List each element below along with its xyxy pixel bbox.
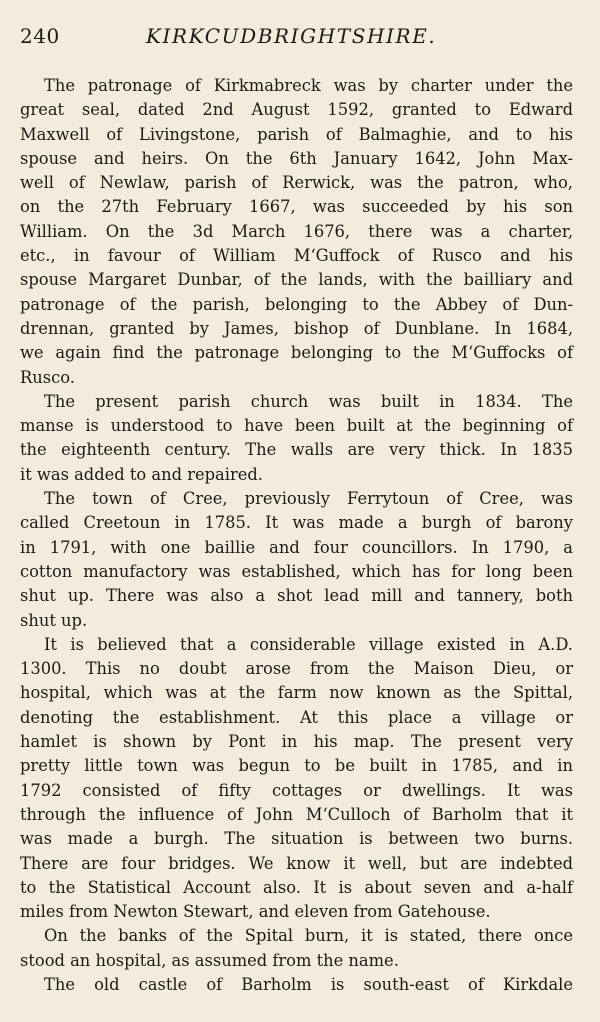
text-line: denoting the establishment. At this place a village or [20, 707, 573, 727]
text-line: on the 27th February 1667, was succeeded by his son [20, 197, 573, 217]
text-line: hamlet is shown by Pont in his map. The present very [20, 732, 573, 752]
body-text [20, 74, 573, 997]
text-line: There are four bridges. We know it well, but are indebted [20, 853, 573, 873]
text-line: the eighteenth century. The walls are very thick. In 1835 [20, 440, 573, 460]
text-line: great seal, dated 2nd August 1592, granted to Edward [20, 100, 573, 120]
text-line: It is believed that a considerable village existed in A.D. [44, 634, 573, 654]
text-line: Maxwell of Livingstone, parish of Balmaghie, and to his [20, 124, 573, 144]
text-line: hospital, which was at the farm now known as the Spittal, [20, 683, 573, 703]
text-line: it was added to and repaired. [20, 464, 263, 484]
text-line: cotton manufactory was established, which has for long been [20, 561, 573, 581]
text-line: spouse Margaret Dunbar, of the lands, with the bailliary and [20, 270, 573, 290]
text-line: patronage of the parish, belonging to the Abbey of Dun- [20, 294, 573, 314]
text-line: shut up. There was also a shot lead mill and tannery, both [20, 586, 573, 606]
text-line: The town of Cree, previously Ferrytoun of Cree, was [44, 489, 573, 509]
page-header-title: KIRKCUDBRIGHTSHIRE. [146, 24, 437, 48]
text-line: On the banks of the Spital burn, it is stated, there once [44, 926, 573, 946]
text-line: The old castle of Barholm is south-east of Kirkdale [44, 974, 573, 994]
text-line: called Creetoun in 1785. It was made a burgh of barony [20, 513, 573, 533]
text-line: was made a burgh. The situation is between two burns. [20, 829, 573, 849]
text-line: 1300. This no doubt arose from the Maison Dieu, or [20, 659, 573, 679]
text-line: through the influence of John M‘Culloch of Barholm that it [20, 804, 573, 824]
text-line: miles from Newton Stewart, and eleven from Gatehouse. [20, 902, 491, 922]
text-line: etc., in favour of William M‘Guffock of Rusco and his [20, 246, 573, 266]
text-line: Rusco. [20, 367, 75, 387]
text-line: spouse and heirs. On the 6th January 1642, John Max- [20, 148, 573, 168]
text-line: The present parish church was built in 1834. The [44, 391, 573, 411]
text-line: to the Statistical Account also. It is about seven and a-half [20, 877, 573, 897]
text-line: in 1791, with one baillie and four councillors. In 1790, a [20, 537, 573, 557]
text-line: drennan, granted by James, bishop of Dunblane. In 1684, [20, 318, 573, 338]
text-line: well of Newlaw, parish of Rerwick, was the patron, who, [20, 173, 573, 193]
text-line: William. On the 3d March 1676, there was a charter, [20, 221, 573, 241]
text-line: The patronage of Kirkmabreck was by charter under the [44, 76, 573, 95]
text-line: pretty little town was begun to be built in 1785, and in [20, 756, 573, 776]
text-line: manse is understood to have been built at the beginning of [20, 416, 573, 436]
text-line: shut up. [20, 610, 88, 630]
running-head [20, 24, 578, 54]
text-line: 1792 consisted of fifty cottages or dwellings. It was [20, 780, 573, 800]
page-number: 240 [20, 24, 60, 48]
text-line: stood an hospital, as assumed from the name. [20, 950, 399, 970]
text-line: we again find the patronage belonging to the M‘Guffocks of [20, 343, 573, 363]
